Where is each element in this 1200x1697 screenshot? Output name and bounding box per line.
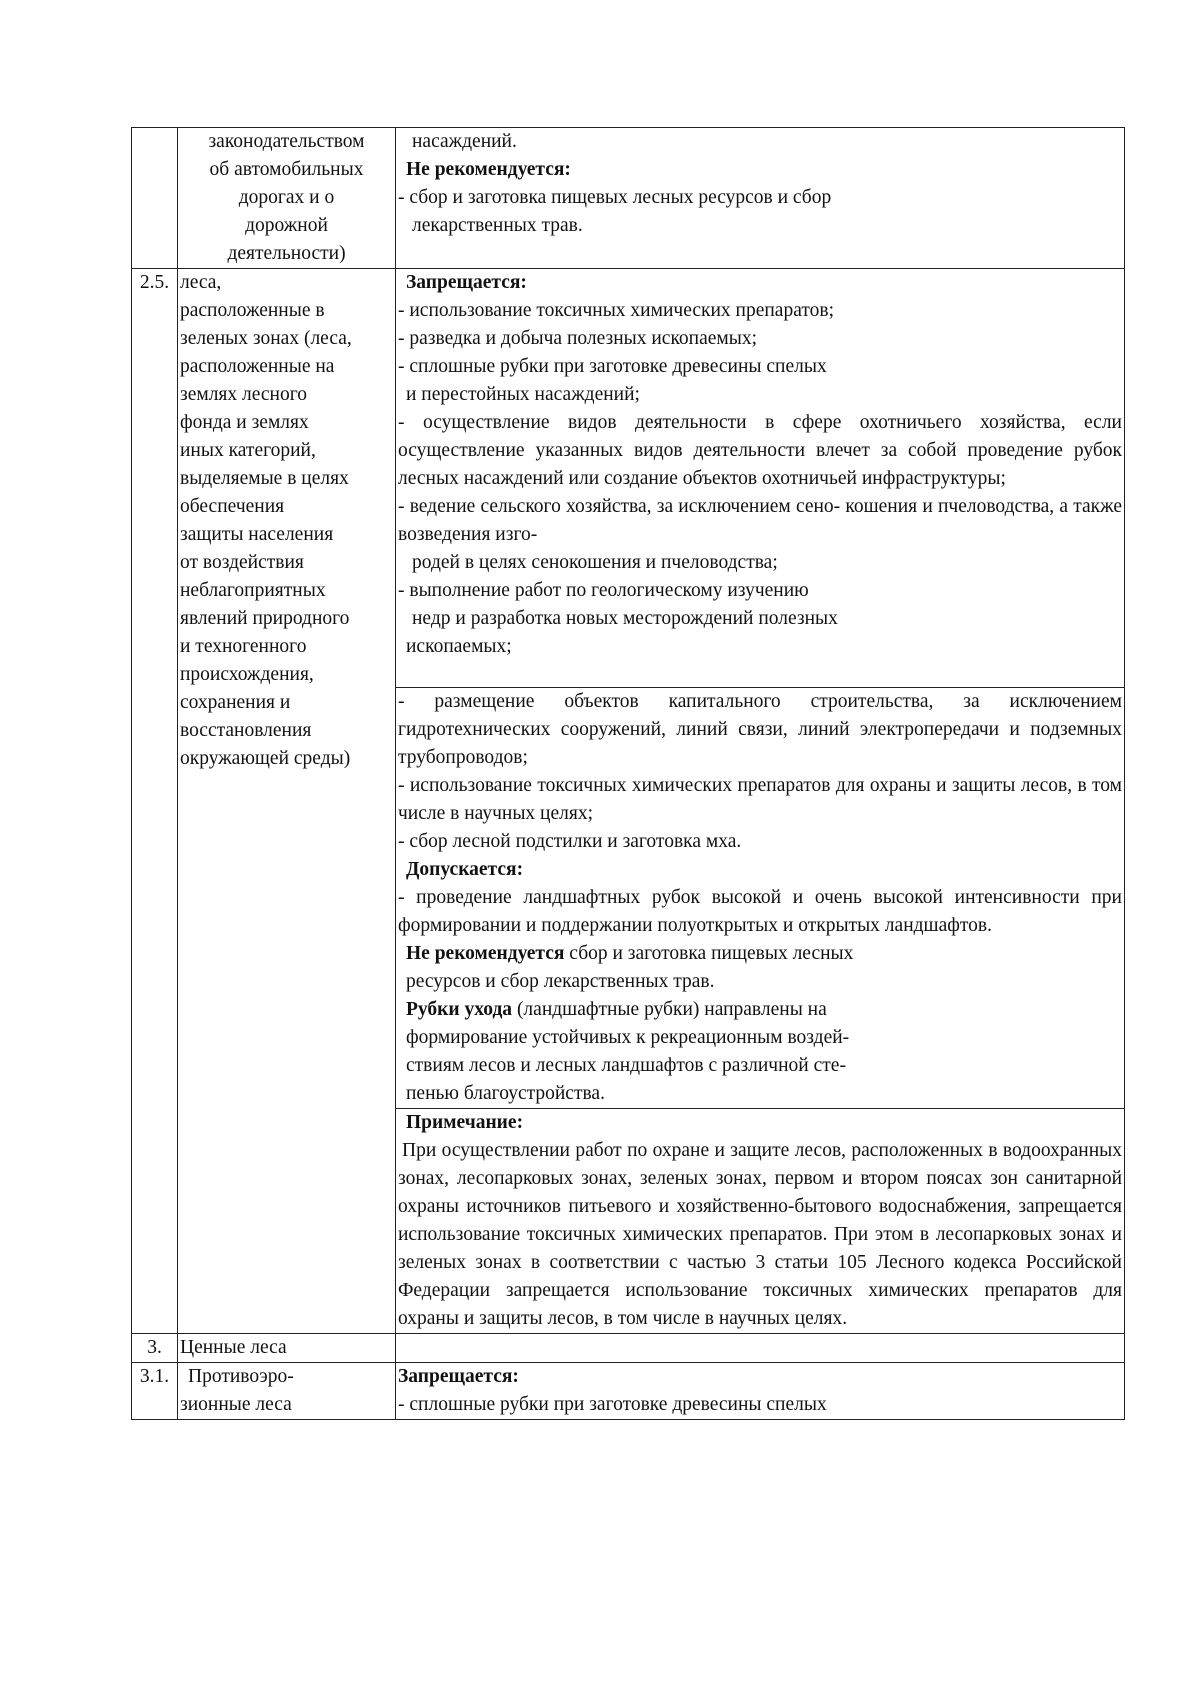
regime-text: (ландшафтные рубки) направлены на	[512, 999, 827, 1020]
row-number-cell: 2.5.	[132, 269, 178, 1334]
category-line: расположенные в	[180, 300, 325, 321]
regime-paragraph: - размещение объектов капитального строительства, за исключением гидротехнических сооружений, линий связи, линий электропередачи и подземных трубопроводов;	[398, 691, 1122, 768]
not-recommended-line	[398, 940, 1122, 968]
regime-cell	[396, 1334, 1125, 1363]
row-number-cell: 3.	[132, 1334, 178, 1363]
regime-text: сбор и заготовка пищевых лесных	[564, 943, 854, 964]
category-line: землях лесного	[180, 384, 307, 405]
category-line: явлений природного	[180, 608, 350, 629]
regime-cell	[396, 128, 1125, 269]
category-line: об автомобильных	[209, 159, 364, 180]
regime-line: - разведка и добыча полезных ископаемых;	[398, 328, 758, 349]
category-line: защиты населения	[180, 524, 334, 545]
regime-line: родей в целях сенокошения и пчеловодства;	[412, 552, 778, 573]
row-number-cell: 3.1.	[132, 1363, 178, 1420]
category-line: законодательством	[208, 131, 365, 152]
regime-cell	[396, 1363, 1125, 1420]
row-number-cell	[132, 128, 178, 269]
regime-heading: Не рекомендуется:	[406, 159, 571, 180]
regime-line: лекарственных трав.	[412, 215, 583, 236]
prohibited-heading: Запрещается:	[406, 272, 527, 293]
category-line: и техногенного	[180, 636, 307, 657]
category-line: Противоэро-	[188, 1366, 294, 1387]
prohibited-heading: Запрещается:	[398, 1366, 519, 1387]
regime-cell-continued	[396, 688, 1125, 1109]
regime-paragraph: - осуществление видов деятельности в сфере охотничьего хозяйства, если осуществление указанных видов деятельности влечет за собой проведение рубок лесных насаждений или создание объектов охотничьей инфраструктуры;	[398, 412, 1122, 489]
note-heading: Примечание:	[406, 1112, 524, 1133]
regime-line: ресурсов и сбор лекарственных трав.	[406, 971, 715, 992]
category-line: зеленых зонах (леса,	[180, 328, 352, 349]
forest-category-cell: Ценные леса	[178, 1334, 396, 1363]
note-cell	[396, 1109, 1125, 1334]
restrictions-table	[131, 127, 1125, 1420]
category-line: деятельности)	[227, 243, 346, 264]
regime-line: и перестойных насаждений;	[406, 384, 640, 405]
regime-line: пенью благоустройства.	[406, 1083, 605, 1104]
forest-category-cell	[178, 128, 396, 269]
regime-paragraph: - ведение сельского хозяйства, за исключением сено- кошения и пчеловодства, а также возведения изго-	[398, 496, 1122, 545]
category-line: окружающей среды)	[180, 748, 351, 769]
regime-line: формирование устойчивых к рекреационным воздей-	[406, 1027, 850, 1048]
table-row	[132, 128, 1125, 269]
regime-line: - сбор лесной подстилки и заготовка мха.	[398, 831, 742, 852]
category-line: восстановления	[180, 720, 312, 741]
regime-paragraph: - использование токсичных химических препаратов для охраны и защиты лесов, в том числе в научных целях;	[398, 775, 1122, 824]
regime-cell-prohibited	[396, 269, 1125, 688]
forest-category-cell	[178, 1363, 396, 1420]
regime-line: недр и разработка новых месторождений полезных	[412, 608, 838, 629]
category-line: леса,	[180, 272, 222, 293]
forest-category-cell	[178, 269, 396, 1334]
regime-line: - сбор и заготовка пищевых лесных ресурсов и сбор	[398, 187, 832, 208]
table-row	[132, 1363, 1125, 1420]
regime-line: ствиям лесов и лесных ландшафтов с различной сте-	[406, 1055, 846, 1076]
category-line: фонда и землях	[180, 412, 309, 433]
regime-line: - выполнение работ по геологическому изучению	[398, 580, 809, 601]
regime-line: - использование токсичных химических препаратов;	[398, 300, 834, 321]
category-line: иных категорий,	[180, 440, 316, 461]
regime-line: ископаемых;	[406, 636, 512, 657]
regime-line: насаждений.	[412, 131, 517, 152]
category-line: неблагоприятных	[180, 580, 326, 601]
table-row	[132, 1334, 1125, 1363]
table-row	[132, 269, 1125, 688]
regime-line: - сплошные рубки при заготовке древесины спелых	[398, 356, 827, 377]
allowed-heading: Допускается:	[406, 859, 524, 880]
category-line: дорожной	[245, 215, 328, 236]
care-cutting-label: Рубки ухода	[406, 999, 513, 1020]
regime-paragraph: - проведение ландшафтных рубок высокой и очень высокой интенсивности при формировании и поддержании полуоткрытых и открытых ландшафтов.	[398, 887, 1122, 936]
category-line: происхождения,	[180, 664, 314, 685]
note-paragraph: При осуществлении работ по охране и защите лесов, расположенных в водоохранных зонах, лесопарковых зонах, зеленых зонах, первом и втором поясах зон санитарной охраны источников питьевого и хозяйственно-бытового водоснабжения, запрещается использование токсичных химических препаратов. При этом в лесопарковых зонах и зеленых зонах в соответствии с частью 3 статьи 105 Лесного кодекса Российской Федерации запрещается использование токсичных химических препаратов для охраны и защиты лесов, в том числе в научных целях.	[398, 1140, 1122, 1329]
category-line: выделяемые в целях	[180, 468, 349, 489]
not-recommended-label: Не рекомендуется	[406, 943, 565, 964]
category-line: зионные леса	[180, 1394, 292, 1415]
category-line: сохранения и	[180, 692, 291, 713]
category-line: обеспечения	[180, 496, 285, 517]
care-cutting-line	[398, 996, 1122, 1024]
category-line: расположенные на	[180, 356, 335, 377]
regime-line: - сплошные рубки при заготовке древесины спелых	[398, 1394, 827, 1415]
category-line: от воздействия	[180, 552, 304, 573]
category-line: дорогах и о	[238, 187, 335, 208]
